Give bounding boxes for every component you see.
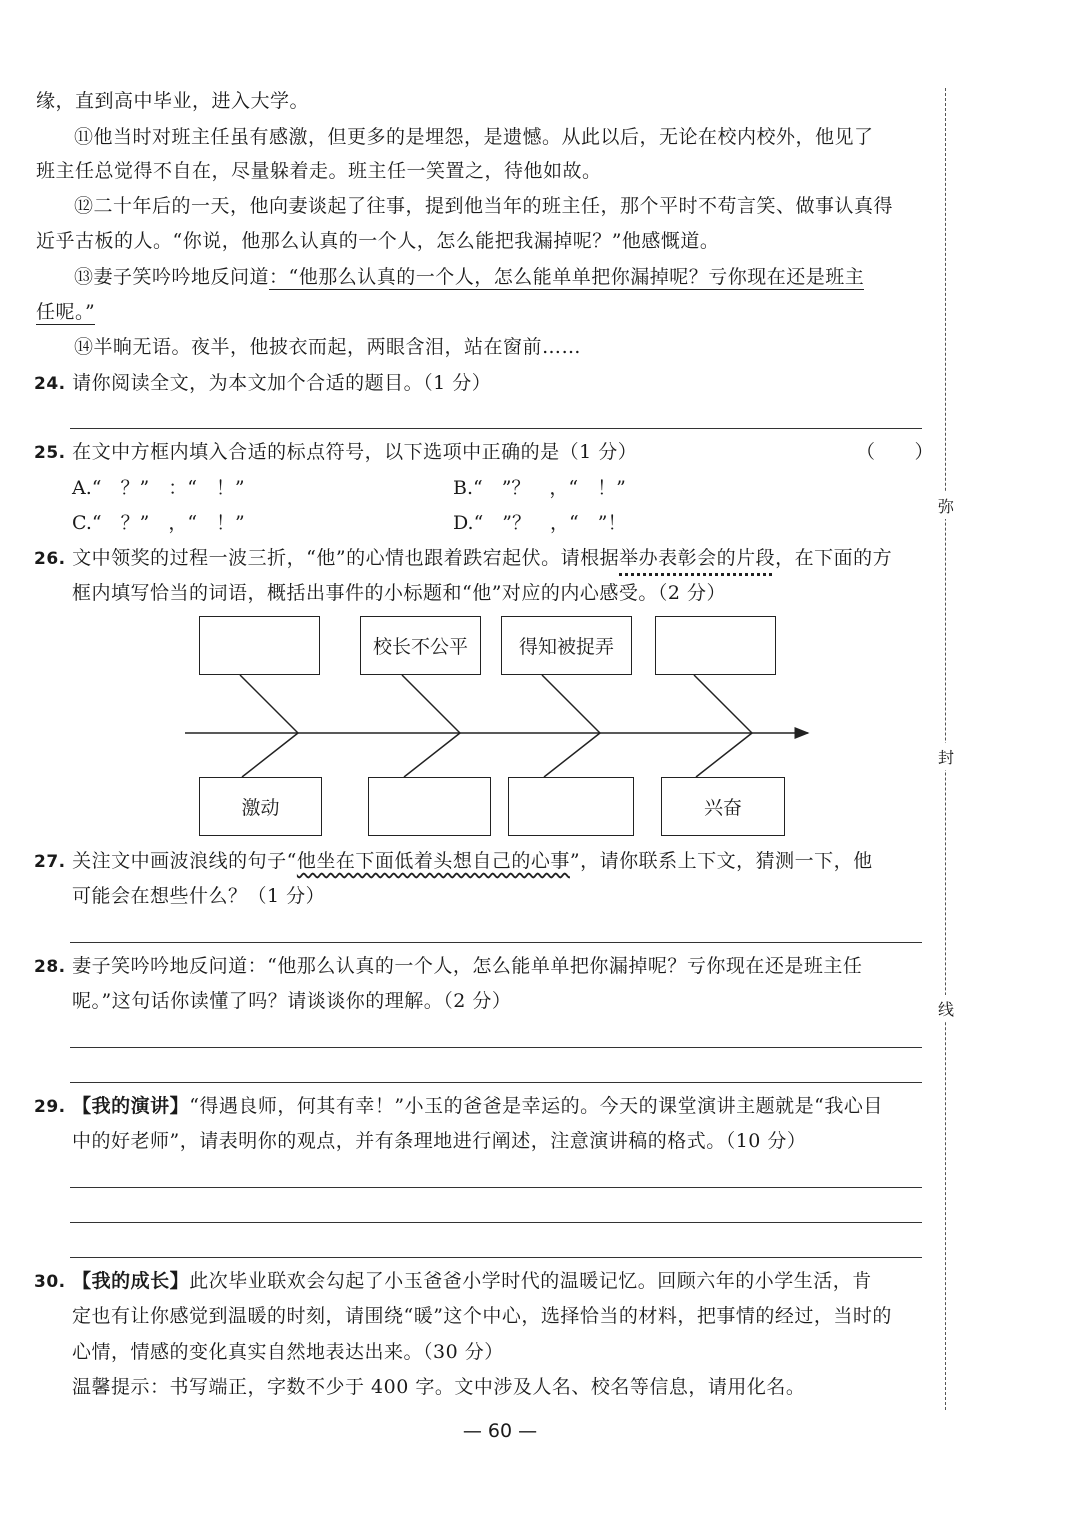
question-text: 在文中方框内填入合适的标点符号，以下选项中正确的是（1 分） <box>72 441 638 463</box>
wavy-underlined-sentence: 他坐在下面低着头想自己的心事 <box>296 850 570 872</box>
question-number: 30. <box>34 1272 66 1292</box>
fishbone-box-bottom-4[interactable]: 兴奋 <box>661 777 785 836</box>
question-number: 25. <box>34 443 66 463</box>
option-c[interactable]: C.“ ？” ，“ ！” <box>72 512 245 534</box>
question-text: ，在下面的方 <box>775 547 893 569</box>
question-text: 关注文中画波浪线的句子“ <box>72 850 297 872</box>
writing-tip: 温馨提示：书写端正，字数不少于 400 字。文中涉及人名、校名等信息，请用化名。 <box>72 1376 806 1398</box>
passage-line: 班主任总觉得不自在，尽量躲着走。班主任一笑置之，待他如故。 <box>36 160 602 182</box>
fishbone-box-top-2[interactable]: 校长不公平 <box>360 616 481 675</box>
answer-line[interactable] <box>70 1187 922 1188</box>
passage-text: ⑬妻子笑吟吟地反问道 <box>74 266 270 288</box>
answer-line[interactable] <box>70 1082 922 1083</box>
question-text: 可能会在想些什么？（1 分） <box>72 885 326 907</box>
fishbone-branch <box>542 675 600 777</box>
passage-line: 缘，直到高中毕业，进入大学。 <box>36 90 310 112</box>
question-number: 24. <box>34 374 66 394</box>
underlined-quote: 任呢。” <box>36 301 96 323</box>
question-text: 定也有让你感觉到温暖的时刻，请围绕“暖”这个中心，选择恰当的材料，把事情的经过，当时的 <box>72 1305 892 1327</box>
question-text: 呢。”这句话你读懂了吗？请谈谈你的理解。（2 分） <box>72 990 512 1012</box>
question-text: 此次毕业联欢会勾起了小玉爸爸小学时代的温暖记忆。回顾六年的小学生活，肯 <box>189 1270 872 1292</box>
fishbone-branch <box>402 675 460 777</box>
question-text: 框内填写恰当的词语，概括出事件的小标题和“他”对应的内心感受。（2 分） <box>72 582 727 604</box>
question-text: ”，请你联系上下文，猜测一下，他 <box>569 850 873 872</box>
question-tag: 【我的演讲】 <box>72 1095 190 1117</box>
answer-line[interactable] <box>70 1222 922 1223</box>
page-number: — 60 — <box>462 1420 538 1442</box>
question-27 <box>34 848 873 875</box>
passage-line: ⑭半晌无语。夜半，他披衣而起，两眼含泪，站在窗前…… <box>74 336 582 358</box>
question-tag: 【我的成长】 <box>72 1270 190 1292</box>
fishbone-box-bottom-2[interactable] <box>368 777 491 836</box>
question-text: 请你阅读全文，为本文加个合适的题目。（1 分） <box>72 372 492 394</box>
answer-line[interactable] <box>70 1257 922 1258</box>
question-text: 妻子笑吟吟地反问道：“他那么认真的一个人，怎么能单单把你漏掉呢？亏你现在还是班主任 <box>72 955 863 977</box>
fishbone-branch <box>240 675 298 777</box>
question-text: “得遇良师，何其有幸！”小玉的爸爸是幸运的。今天的课堂演讲主题就是“我心目 <box>189 1095 883 1117</box>
margin-label-mi: 弥 <box>938 492 954 519</box>
dotted-emphasis: 举办表彰会的片段 <box>619 547 776 569</box>
option-a[interactable]: A.“ ？” ：“ ！” <box>72 477 245 499</box>
fishbone-box-bottom-3[interactable] <box>508 777 634 836</box>
fishbone-branch <box>694 675 752 777</box>
question-text: 心情，情感的变化真实自然地表达出来。（30 分） <box>72 1341 504 1363</box>
question-number: 29. <box>34 1097 66 1117</box>
answer-line[interactable] <box>70 1047 922 1048</box>
margin-label-feng: 封 <box>938 743 954 770</box>
answer-line[interactable] <box>70 942 922 943</box>
question-text: 文中领奖的过程一波三折，“他”的心情也跟着跌宕起伏。请根据 <box>72 547 620 569</box>
fishbone-box-top-1[interactable] <box>199 616 320 675</box>
fishbone-box-top-4[interactable] <box>655 616 776 675</box>
question-number: 28. <box>34 957 66 977</box>
question-text: 中的好老师”，请表明你的观点，并有条理地进行阐述，注意演讲稿的格式。（10 分） <box>72 1130 807 1152</box>
question-number: 27. <box>34 852 66 872</box>
passage-line: 近乎古板的人。“你说，他那么认真的一个人，怎么能把我漏掉呢？”他感慨道。 <box>36 230 720 252</box>
question-28 <box>34 953 862 980</box>
fishbone-box-top-3[interactable]: 得知被捉弄 <box>501 616 632 675</box>
question-29 <box>34 1093 883 1120</box>
passage-line: ⑫二十年后的一天，他向妻谈起了往事，提到他当年的班主任，那个平时不苟言笑、做事认真得 <box>74 195 894 217</box>
passage-line: ⑪他当时对班主任虽有感激，但更多的是埋怨，是遗憾。从此以后，无论在校内校外，他见了 <box>74 126 874 148</box>
margin-label-xian: 线 <box>938 995 954 1022</box>
question-30 <box>34 1268 872 1295</box>
question-number: 26. <box>34 549 66 569</box>
fishbone-box-bottom-1[interactable]: 激动 <box>199 777 322 836</box>
underlined-quote: ：“他那么认真的一个人，怎么能单单把你漏掉呢？亏你现在还是班主 <box>269 266 865 288</box>
option-d[interactable]: D.“ ”？ ，“ ”！ <box>453 512 627 534</box>
option-b[interactable]: B.“ ”？ ，“ ！” <box>453 477 626 499</box>
answer-bracket[interactable]: （ ） <box>856 441 935 463</box>
